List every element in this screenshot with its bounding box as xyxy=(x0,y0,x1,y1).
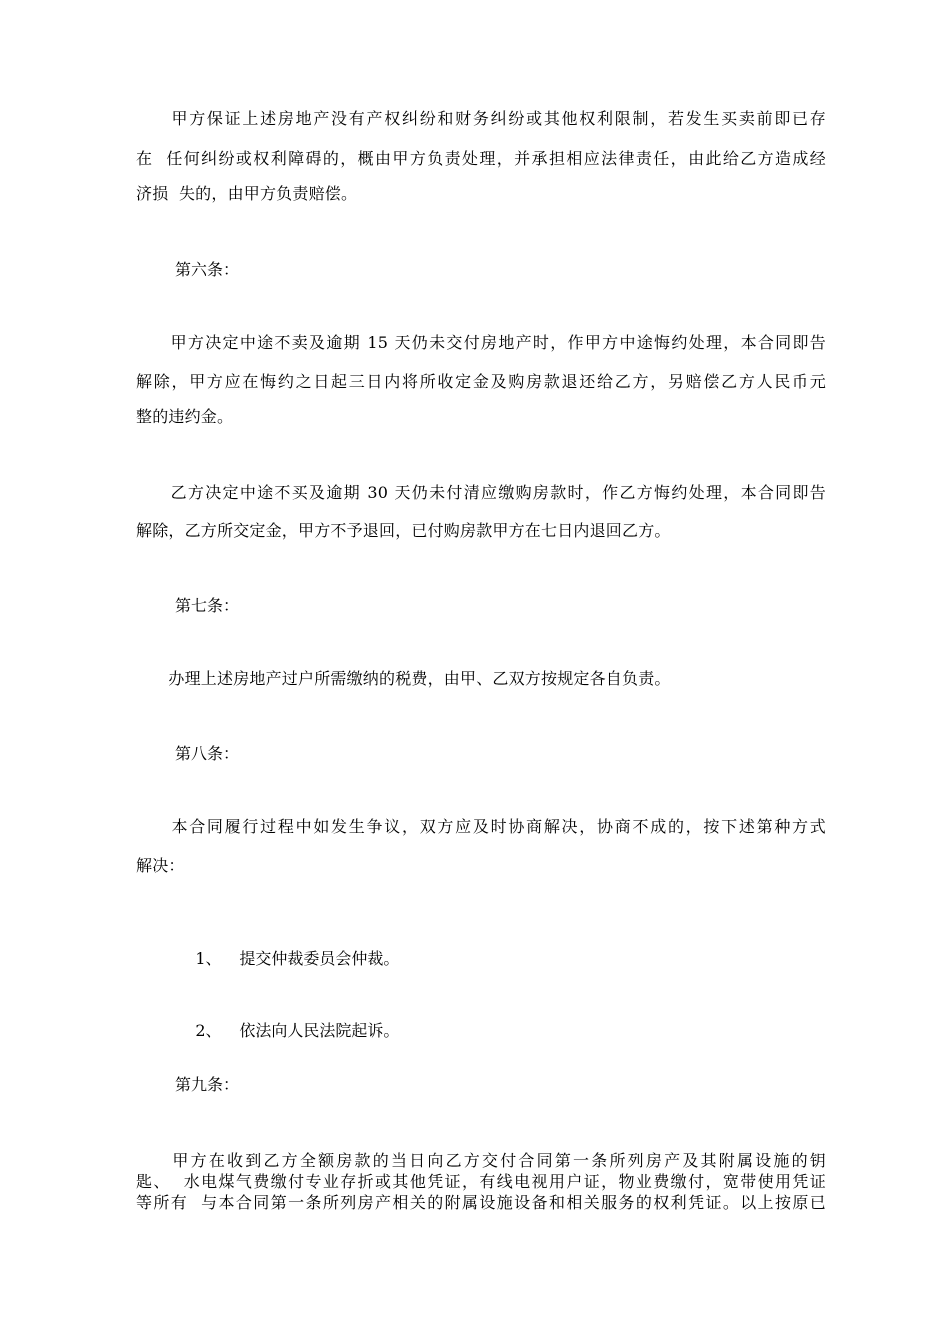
paragraph-line: 乙方决定中途不买及逾期 30 天仍未付清应缴购房款时，作乙方悔约处理，本合同即告 xyxy=(136,483,826,502)
paragraph-line: 办理上述房地产过户所需缴纳的税费，由甲、乙双方按规定各自负责。 xyxy=(136,669,671,688)
article-heading-8: 第八条： xyxy=(175,744,240,763)
paragraph-line: 甲方保证上述房地产没有产权纠纷和财务纠纷或其他权利限制，若发生买卖前即已存 xyxy=(136,109,826,128)
article-heading-6: 第六条： xyxy=(175,260,240,279)
article-heading-7: 第七条： xyxy=(175,596,240,615)
list-item-text: 依法向人民法院起诉。 xyxy=(239,1021,400,1040)
list-item-number: 1、 xyxy=(195,949,222,968)
paragraph-line: 整的违约金。 xyxy=(136,407,234,426)
paragraph-line: 解除，乙方所交定金，甲方不予退回，已付购房款甲方在七日内退回乙方。 xyxy=(136,521,671,540)
list-item-number: 2、 xyxy=(195,1021,222,1040)
paragraph-line: 解除，甲方应在悔约之日起三日内将所收定金及购房款退还给乙方，另赔偿乙方人民币元 xyxy=(136,372,826,391)
list-item-text: 提交仲裁委员会仲裁。 xyxy=(239,949,400,968)
paragraph-line: 本合同履行过程中如发生争议，双方应及时协商解决，协商不成的，按下述第种方式 xyxy=(136,817,826,836)
paragraph-line: 解决： xyxy=(136,856,185,875)
article-heading-9: 第九条： xyxy=(175,1075,240,1094)
paragraph-line: 甲方决定中途不卖及逾期 15 天仍未交付房地产时，作甲方中途悔约处理，本合同即告 xyxy=(136,333,826,352)
paragraph-line: 匙、 水电煤气费缴付专业存折或其他凭证，有线电视用户证，物业费缴付，宽带使用凭证 xyxy=(136,1172,826,1191)
paragraph-line: 济损 失的，由甲方负责赔偿。 xyxy=(136,184,358,203)
paragraph-line: 在 任何纠纷或权利障碍的，概由甲方负责处理，并承担相应法律责任，由此给乙方造成经 xyxy=(136,149,826,168)
list-item xyxy=(175,929,399,989)
list-item xyxy=(175,1001,399,1061)
paragraph-line: 甲方在收到乙方全额房款的当日向乙方交付合同第一条所列房产及其附属设施的钥 xyxy=(136,1151,826,1170)
paragraph-line: 等所有 与本合同第一条所列房产相关的附属设施设备和相关服务的权利凭证。以上按原已 xyxy=(136,1193,826,1212)
